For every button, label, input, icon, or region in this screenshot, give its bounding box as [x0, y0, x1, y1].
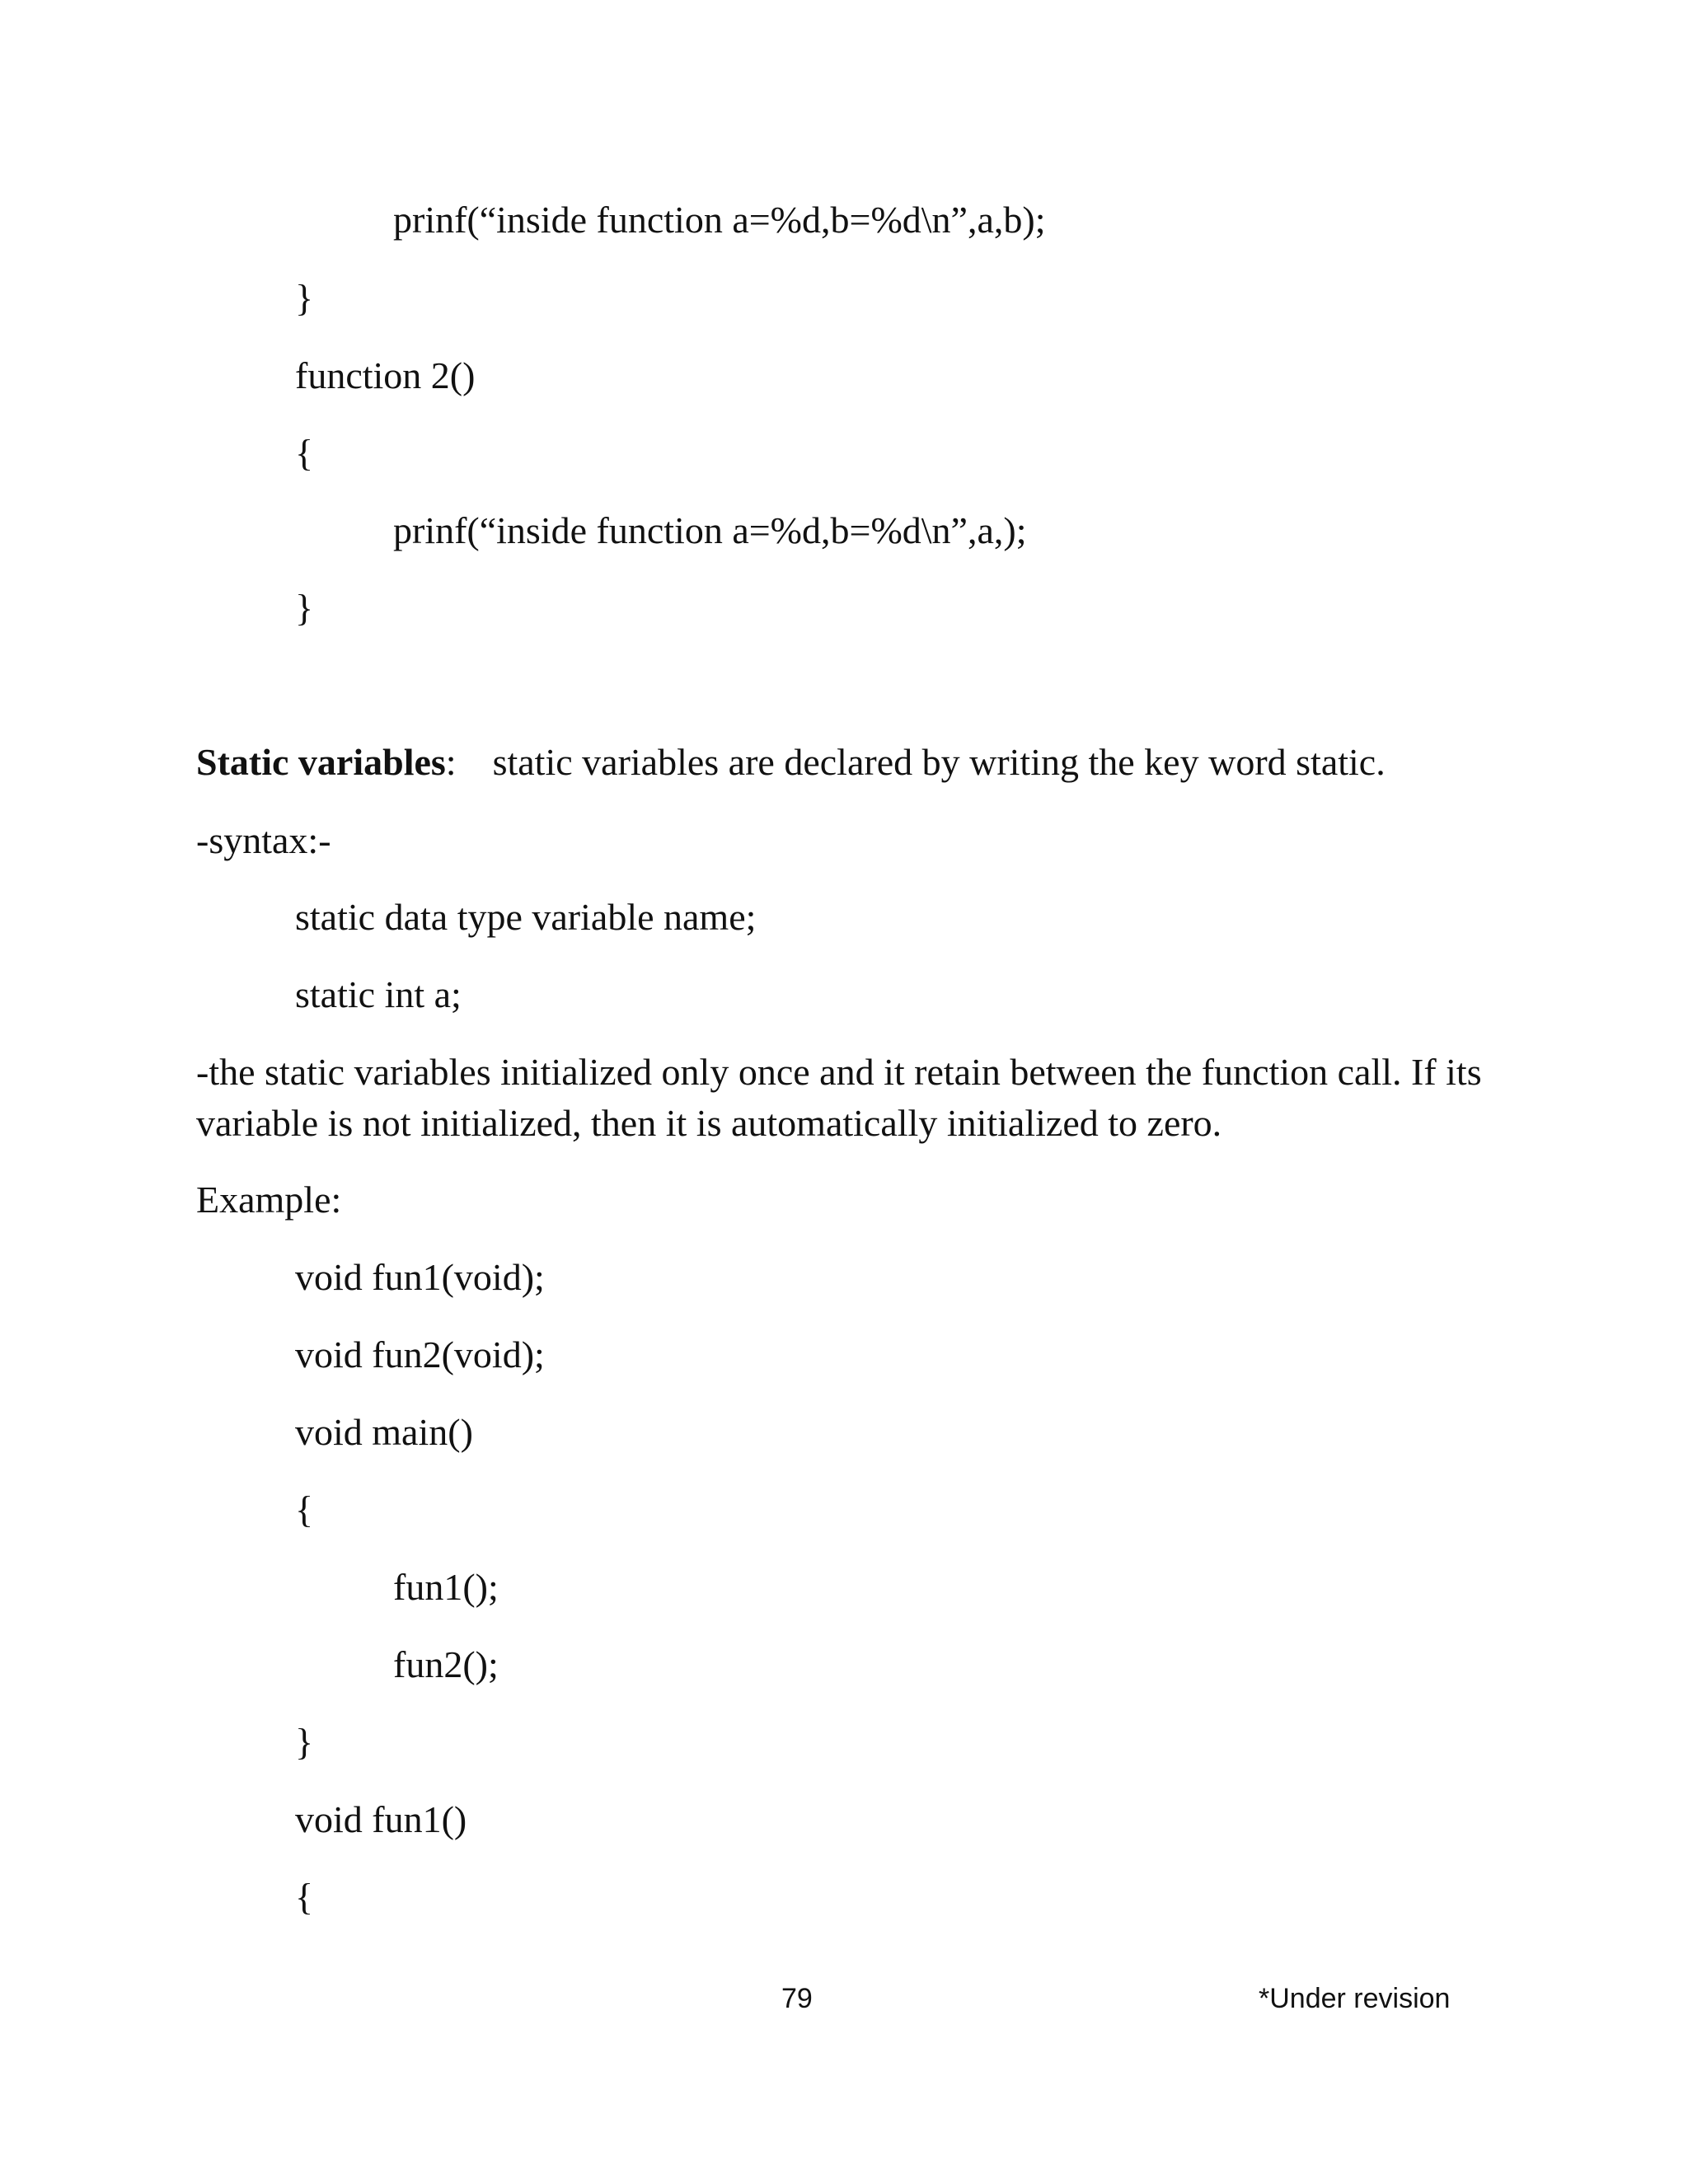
- code-line-printf-a: prinf(“inside function a=%d,b=%d\n”,a,);: [393, 509, 1027, 551]
- example-label: Example:: [196, 1179, 342, 1221]
- heading-colon: :: [445, 741, 457, 783]
- page-number: 79: [781, 1983, 813, 2014]
- heading-definition: static variables are declared by writing the key word static.: [492, 741, 1386, 783]
- code-line-close-brace: }: [295, 277, 314, 319]
- code-line-function2-decl: function 2(): [295, 354, 476, 396]
- heading-term: Static variables: [196, 741, 446, 783]
- syntax-example: static int a;: [295, 973, 462, 1015]
- code-line-open-brace: {: [295, 1488, 314, 1530]
- code-line-call-fun1: fun1();: [393, 1566, 499, 1608]
- code-line-proto-fun2: void fun2(void);: [295, 1333, 545, 1376]
- code-line-close-brace: }: [295, 587, 314, 629]
- code-line-main-decl: void main(): [295, 1411, 473, 1453]
- code-line-proto-fun1: void fun1(void);: [295, 1256, 545, 1298]
- code-line-printf-ab: prinf(“inside function a=%d,b=%d\n”,a,b);: [393, 199, 1046, 241]
- revision-note: *Under revision: [1259, 1983, 1451, 2014]
- code-line-open-brace: {: [295, 432, 314, 474]
- code-line-open-brace: {: [295, 1876, 314, 1918]
- code-line-fun1-decl: void fun1(): [295, 1798, 467, 1840]
- syntax-line: static data type variable name;: [295, 896, 757, 938]
- code-line-close-brace: }: [295, 1721, 314, 1763]
- syntax-label: -syntax:-: [196, 819, 331, 861]
- static-variables-heading: [196, 738, 1386, 787]
- static-description-paragraph: -the static variables initialized only once and it retain between the function call. If its variable is not initialized, then it is automatically initialized to zero.: [196, 1051, 1482, 1144]
- code-line-call-fun2: fun2();: [393, 1643, 499, 1685]
